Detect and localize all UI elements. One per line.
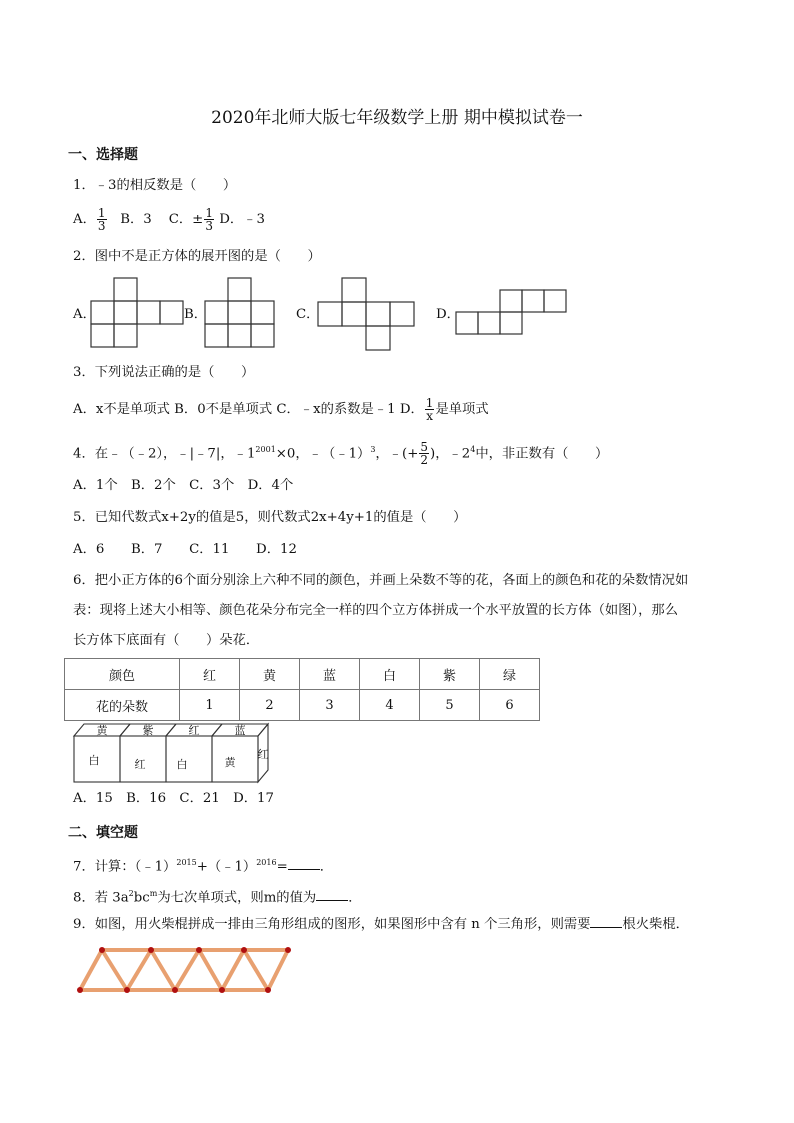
- fraction: $\frac{1}{x}$: [425, 396, 434, 423]
- q1-stem: 1．﹣3的相反数是（ ）: [73, 178, 237, 193]
- matchstick-triangles-figure: [72, 940, 312, 1000]
- table-cell: 6: [480, 690, 540, 721]
- table-row: [65, 659, 540, 690]
- q7-stem: 7．计算：（﹣1）$^{2015}$+（﹣1）$^{2016}$= ．: [73, 858, 334, 875]
- net-a: [91, 278, 183, 347]
- q4-stem: 4．在﹣（﹣2），﹣|﹣7|，$﹣1^{2001}\times 0$，﹣（﹣1）$^3$，﹣(+ $\frac{5}{2}$ )，$﹣2^4$中，非正数有（ ）: [73, 440, 609, 468]
- matchsticks: [80, 950, 288, 990]
- cube-front-label: 白: [88, 754, 100, 767]
- cube-top-label: 红: [188, 724, 200, 737]
- cube-top-label: 蓝: [234, 724, 246, 737]
- fraction: $\frac{1}{3}$: [97, 206, 106, 233]
- q5-options: A．6 B．7 C．11 D．12: [73, 542, 297, 557]
- net-d: [456, 290, 566, 334]
- table-cell: 白: [360, 659, 420, 690]
- q4-options: A．1个 B．2个 C．3个 D．4个: [73, 478, 294, 493]
- q6-line-1: 6．把小正方体的6个面分别涂上六种不同的颜色，并画上朵数不等的花，各面上的颜色和花的朵数情况如: [73, 573, 689, 588]
- table-cell: 红: [180, 659, 240, 690]
- q6-line-3: 长方体下底面有（ ）朵花．: [73, 633, 260, 648]
- q1-option-b: B．3: [120, 212, 152, 227]
- q3-option-b: B．0不是单项式: [174, 402, 273, 417]
- fraction: $\frac{1}{3}$: [205, 206, 213, 233]
- q3-option-d: D． $\frac{1}{x}$ 是单项式: [399, 396, 489, 423]
- q6-line-2: 表：现将上述大小相等、颜色花朵分布完全一样的四个立方体拼成一个水平放置的长方体（如图），那么: [73, 603, 679, 618]
- answer-blank[interactable]: [288, 857, 320, 870]
- q2-label-c: C．: [296, 307, 320, 322]
- table-cell: 蓝: [300, 659, 360, 690]
- match-heads: [77, 947, 291, 993]
- cube-top-label: 紫: [142, 724, 154, 737]
- table-cell: 紫: [420, 659, 480, 690]
- q3-option-c: C．﹣x的系数是﹣1: [276, 402, 396, 417]
- table-cell: 绿: [480, 659, 540, 690]
- color-flower-table: [64, 658, 540, 721]
- q1-option-c: C．± $\frac{1}{3}$: [168, 206, 213, 233]
- cube-front-label: 黄: [224, 756, 236, 769]
- q3-options: [73, 397, 489, 422]
- table-cell: 颜色: [65, 659, 180, 690]
- table-cell: 1: [180, 690, 240, 721]
- section-fill-heading: 二、填空题: [68, 825, 138, 841]
- table-cell: 5: [420, 690, 480, 721]
- q2-label-d: D．: [436, 307, 460, 322]
- q6-options: A．15 B．16 C．21 D．17: [73, 791, 274, 806]
- table-row: [65, 690, 540, 721]
- page-title: 2020年北师大版七年级数学上册 期中模拟试卷一: [211, 108, 583, 128]
- table-cell: 黄: [240, 659, 300, 690]
- q9-stem: 9．如图，用火柴棍拼成一排由三角形组成的图形，如果图形中含有 n 个三角形，则需要 根火柴棍．: [73, 917, 689, 932]
- section-choice-heading: 一、选择题: [68, 147, 138, 163]
- fraction: $\frac{5}{2}$: [420, 440, 428, 468]
- table-cell: 4: [360, 690, 420, 721]
- q2-label-a: A．: [73, 307, 96, 322]
- q2-stem: 2．图中不是正方体的展开图的是（ ）: [73, 249, 321, 264]
- q2-label-b: B．: [184, 307, 208, 322]
- table-cell: 2: [240, 690, 300, 721]
- q1-options: [73, 207, 265, 232]
- cube-front-label: 红: [134, 758, 146, 771]
- cube-top-label: 黄: [96, 724, 108, 737]
- table-cell: 花的朵数: [65, 690, 180, 721]
- cube-front-label: 白: [176, 758, 188, 771]
- q5-stem: 5．已知代数式x+2y的值是5，则代数式2x+4y+1的值是（ ）: [73, 510, 467, 525]
- cube-side-label: 红: [257, 748, 269, 761]
- net-c: [318, 278, 414, 350]
- net-b: [205, 278, 274, 347]
- answer-blank[interactable]: [590, 915, 622, 928]
- table-cell: 3: [300, 690, 360, 721]
- q3-option-a: A．x不是单项式: [73, 402, 170, 417]
- cube-block-figure: [60, 720, 280, 788]
- q1-option-a: A． $\frac{1}{3}$: [73, 206, 106, 233]
- cube-nets-figure: [0, 270, 794, 355]
- q8-stem: 8．若 $3a^2bc^m$为七次单项式，则m的值为 ．: [73, 889, 362, 906]
- q1-option-d: D．﹣3: [219, 212, 265, 227]
- q3-stem: 3．下列说法正确的是（ ）: [73, 365, 255, 380]
- answer-blank[interactable]: [316, 888, 348, 901]
